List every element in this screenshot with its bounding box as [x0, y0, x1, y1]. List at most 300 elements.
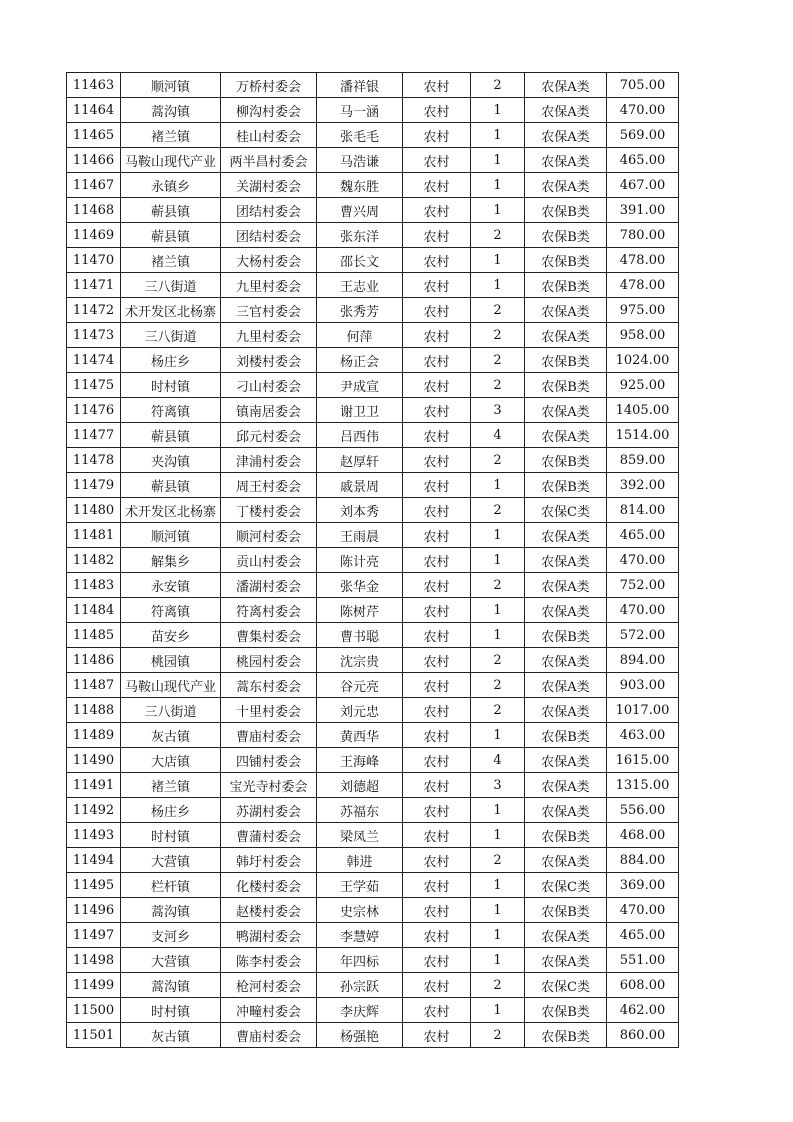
village-committee-cell: 韩圩村委会 [221, 848, 317, 873]
person-name-cell: 马一涵 [317, 98, 403, 123]
village-committee-cell: 宝光寺村委会 [221, 773, 317, 798]
table-body [67, 73, 679, 1048]
table-row [67, 373, 679, 398]
household-type-cell: 农村 [403, 748, 471, 773]
amount-cell: 1405.00 [607, 398, 679, 423]
household-type-cell: 农村 [403, 398, 471, 423]
insurance-category-cell: 农保B类 [525, 223, 607, 248]
record-id-cell: 11464 [67, 98, 121, 123]
table-row [67, 223, 679, 248]
member-count-cell: 1 [471, 473, 525, 498]
person-name-cell: 潘祥银 [317, 73, 403, 98]
town-cell: 三八街道 [121, 323, 221, 348]
insurance-category-cell: 农保B类 [525, 248, 607, 273]
household-type-cell: 农村 [403, 473, 471, 498]
person-name-cell: 苏福东 [317, 798, 403, 823]
town-cell: 蕲县镇 [121, 198, 221, 223]
village-committee-cell: 刘楼村委会 [221, 348, 317, 373]
amount-cell: 369.00 [607, 873, 679, 898]
village-committee-cell: 刁山村委会 [221, 373, 317, 398]
record-id-cell: 11501 [67, 1023, 121, 1048]
insurance-category-cell: 农保B类 [525, 623, 607, 648]
village-committee-cell: 赵楼村委会 [221, 898, 317, 923]
person-name-cell: 张毛毛 [317, 123, 403, 148]
town-cell: 马鞍山现代产业 [121, 673, 221, 698]
member-count-cell: 1 [471, 173, 525, 198]
person-name-cell: 马浩谦 [317, 148, 403, 173]
member-count-cell: 2 [471, 298, 525, 323]
amount-cell: 1615.00 [607, 748, 679, 773]
member-count-cell: 1 [471, 273, 525, 298]
records-table [66, 72, 679, 1048]
household-type-cell: 农村 [403, 223, 471, 248]
town-cell: 解集乡 [121, 548, 221, 573]
household-type-cell: 农村 [403, 548, 471, 573]
member-count-cell: 2 [471, 673, 525, 698]
table-row [67, 198, 679, 223]
table-row [67, 173, 679, 198]
amount-cell: 470.00 [607, 898, 679, 923]
household-type-cell: 农村 [403, 998, 471, 1023]
table-row [67, 573, 679, 598]
insurance-category-cell: 农保B类 [525, 898, 607, 923]
town-cell: 三八街道 [121, 698, 221, 723]
table-row [67, 873, 679, 898]
table-row [67, 898, 679, 923]
record-id-cell: 11500 [67, 998, 121, 1023]
village-committee-cell: 九里村委会 [221, 323, 317, 348]
amount-cell: 465.00 [607, 148, 679, 173]
town-cell: 蕲县镇 [121, 223, 221, 248]
household-type-cell: 农村 [403, 773, 471, 798]
insurance-category-cell: 农保A类 [525, 773, 607, 798]
household-type-cell: 农村 [403, 573, 471, 598]
member-count-cell: 2 [471, 848, 525, 873]
household-type-cell: 农村 [403, 448, 471, 473]
insurance-category-cell: 农保B类 [525, 198, 607, 223]
record-id-cell: 11499 [67, 973, 121, 998]
insurance-category-cell: 农保A类 [525, 298, 607, 323]
record-id-cell: 11477 [67, 423, 121, 448]
amount-cell: 1017.00 [607, 698, 679, 723]
amount-cell: 903.00 [607, 673, 679, 698]
town-cell: 符离镇 [121, 598, 221, 623]
member-count-cell: 2 [471, 648, 525, 673]
member-count-cell: 1 [471, 548, 525, 573]
household-type-cell: 农村 [403, 98, 471, 123]
town-cell: 顺河镇 [121, 73, 221, 98]
record-id-cell: 11495 [67, 873, 121, 898]
town-cell: 杨庄乡 [121, 348, 221, 373]
member-count-cell: 1 [471, 148, 525, 173]
household-type-cell: 农村 [403, 373, 471, 398]
village-committee-cell: 桂山村委会 [221, 123, 317, 148]
insurance-category-cell: 农保B类 [525, 273, 607, 298]
record-id-cell: 11483 [67, 573, 121, 598]
member-count-cell: 2 [471, 698, 525, 723]
person-name-cell: 曹书聪 [317, 623, 403, 648]
town-cell: 褚兰镇 [121, 773, 221, 798]
amount-cell: 925.00 [607, 373, 679, 398]
member-count-cell: 1 [471, 798, 525, 823]
member-count-cell: 1 [471, 98, 525, 123]
record-id-cell: 11470 [67, 248, 121, 273]
village-committee-cell: 津浦村委会 [221, 448, 317, 473]
member-count-cell: 2 [471, 73, 525, 98]
record-id-cell: 11473 [67, 323, 121, 348]
record-id-cell: 11496 [67, 898, 121, 923]
household-type-cell: 农村 [403, 698, 471, 723]
record-id-cell: 11474 [67, 348, 121, 373]
town-cell: 蒿沟镇 [121, 98, 221, 123]
insurance-category-cell: 农保B类 [525, 823, 607, 848]
town-cell: 杨庄乡 [121, 798, 221, 823]
household-type-cell: 农村 [403, 623, 471, 648]
amount-cell: 958.00 [607, 323, 679, 348]
table-row [67, 323, 679, 348]
household-type-cell: 农村 [403, 948, 471, 973]
insurance-category-cell: 农保A类 [525, 573, 607, 598]
table-row [67, 1023, 679, 1048]
member-count-cell: 4 [471, 423, 525, 448]
household-type-cell: 农村 [403, 498, 471, 523]
person-name-cell: 陈计亮 [317, 548, 403, 573]
insurance-category-cell: 农保B类 [525, 473, 607, 498]
table-row [67, 998, 679, 1023]
village-committee-cell: 邱元村委会 [221, 423, 317, 448]
person-name-cell: 王海峰 [317, 748, 403, 773]
amount-cell: 478.00 [607, 248, 679, 273]
village-committee-cell: 曹庙村委会 [221, 723, 317, 748]
insurance-category-cell: 农保A类 [525, 698, 607, 723]
insurance-category-cell: 农保A类 [525, 398, 607, 423]
village-committee-cell: 周王村委会 [221, 473, 317, 498]
village-committee-cell: 顺河村委会 [221, 523, 317, 548]
household-type-cell: 农村 [403, 123, 471, 148]
person-name-cell: 张东洋 [317, 223, 403, 248]
member-count-cell: 1 [471, 873, 525, 898]
household-type-cell: 农村 [403, 923, 471, 948]
person-name-cell: 黄西华 [317, 723, 403, 748]
table-row [67, 973, 679, 998]
member-count-cell: 2 [471, 973, 525, 998]
amount-cell: 470.00 [607, 598, 679, 623]
table-row [67, 673, 679, 698]
village-committee-cell: 桃园村委会 [221, 648, 317, 673]
record-id-cell: 11494 [67, 848, 121, 873]
person-name-cell: 陈树芹 [317, 598, 403, 623]
village-committee-cell: 四铺村委会 [221, 748, 317, 773]
town-cell: 马鞍山现代产业 [121, 148, 221, 173]
town-cell: 时村镇 [121, 998, 221, 1023]
town-cell: 顺河镇 [121, 523, 221, 548]
record-id-cell: 11488 [67, 698, 121, 723]
person-name-cell: 张秀芳 [317, 298, 403, 323]
town-cell: 术开发区北杨寨 [121, 298, 221, 323]
amount-cell: 860.00 [607, 1023, 679, 1048]
person-name-cell: 王学茹 [317, 873, 403, 898]
amount-cell: 463.00 [607, 723, 679, 748]
table-row [67, 423, 679, 448]
village-committee-cell: 大杨村委会 [221, 248, 317, 273]
member-count-cell: 1 [471, 923, 525, 948]
person-name-cell: 曹兴周 [317, 198, 403, 223]
insurance-category-cell: 农保A类 [525, 323, 607, 348]
amount-cell: 884.00 [607, 848, 679, 873]
amount-cell: 462.00 [607, 998, 679, 1023]
table-row [67, 248, 679, 273]
record-id-cell: 11469 [67, 223, 121, 248]
table-row [67, 748, 679, 773]
person-name-cell: 李慧婷 [317, 923, 403, 948]
household-type-cell: 农村 [403, 73, 471, 98]
person-name-cell: 戚景周 [317, 473, 403, 498]
person-name-cell: 谢卫卫 [317, 398, 403, 423]
table-row [67, 773, 679, 798]
table-row [67, 923, 679, 948]
table-row [67, 698, 679, 723]
village-committee-cell: 团结村委会 [221, 223, 317, 248]
town-cell: 三八街道 [121, 273, 221, 298]
table-row [67, 273, 679, 298]
household-type-cell: 农村 [403, 873, 471, 898]
town-cell: 灰古镇 [121, 723, 221, 748]
member-count-cell: 2 [471, 1023, 525, 1048]
town-cell: 永镇乡 [121, 173, 221, 198]
member-count-cell: 2 [471, 323, 525, 348]
town-cell: 符离镇 [121, 398, 221, 423]
member-count-cell: 2 [471, 373, 525, 398]
insurance-category-cell: 农保A类 [525, 548, 607, 573]
amount-cell: 705.00 [607, 73, 679, 98]
town-cell: 褚兰镇 [121, 123, 221, 148]
amount-cell: 392.00 [607, 473, 679, 498]
insurance-category-cell: 农保A类 [525, 123, 607, 148]
record-id-cell: 11465 [67, 123, 121, 148]
town-cell: 时村镇 [121, 373, 221, 398]
record-id-cell: 11463 [67, 73, 121, 98]
amount-cell: 894.00 [607, 648, 679, 673]
table-row [67, 98, 679, 123]
person-name-cell: 何萍 [317, 323, 403, 348]
household-type-cell: 农村 [403, 348, 471, 373]
table-row [67, 948, 679, 973]
person-name-cell: 李庆辉 [317, 998, 403, 1023]
insurance-category-cell: 农保A类 [525, 748, 607, 773]
insurance-category-cell: 农保A类 [525, 673, 607, 698]
record-id-cell: 11484 [67, 598, 121, 623]
table-row [67, 473, 679, 498]
town-cell: 蒿沟镇 [121, 898, 221, 923]
member-count-cell: 3 [471, 773, 525, 798]
amount-cell: 391.00 [607, 198, 679, 223]
village-committee-cell: 关湖村委会 [221, 173, 317, 198]
household-type-cell: 农村 [403, 298, 471, 323]
town-cell: 蕲县镇 [121, 473, 221, 498]
household-type-cell: 农村 [403, 598, 471, 623]
record-id-cell: 11467 [67, 173, 121, 198]
insurance-category-cell: 农保A类 [525, 598, 607, 623]
table-row [67, 348, 679, 373]
amount-cell: 752.00 [607, 573, 679, 598]
record-id-cell: 11466 [67, 148, 121, 173]
amount-cell: 465.00 [607, 523, 679, 548]
town-cell: 灰古镇 [121, 1023, 221, 1048]
person-name-cell: 年四标 [317, 948, 403, 973]
member-count-cell: 2 [471, 498, 525, 523]
record-id-cell: 11472 [67, 298, 121, 323]
person-name-cell: 史宗林 [317, 898, 403, 923]
person-name-cell: 张华金 [317, 573, 403, 598]
record-id-cell: 11487 [67, 673, 121, 698]
person-name-cell: 杨正会 [317, 348, 403, 373]
insurance-category-cell: 农保B类 [525, 448, 607, 473]
record-id-cell: 11498 [67, 948, 121, 973]
record-id-cell: 11485 [67, 623, 121, 648]
person-name-cell: 谷元亮 [317, 673, 403, 698]
person-name-cell: 刘德超 [317, 773, 403, 798]
table-row [67, 448, 679, 473]
record-id-cell: 11489 [67, 723, 121, 748]
village-committee-cell: 团结村委会 [221, 198, 317, 223]
household-type-cell: 农村 [403, 723, 471, 748]
amount-cell: 572.00 [607, 623, 679, 648]
town-cell: 褚兰镇 [121, 248, 221, 273]
amount-cell: 859.00 [607, 448, 679, 473]
village-committee-cell: 两半昌村委会 [221, 148, 317, 173]
record-id-cell: 11480 [67, 498, 121, 523]
insurance-category-cell: 农保A类 [525, 173, 607, 198]
amount-cell: 975.00 [607, 298, 679, 323]
record-id-cell: 11490 [67, 748, 121, 773]
village-committee-cell: 冲疃村委会 [221, 998, 317, 1023]
table-row [67, 823, 679, 848]
table-row [67, 798, 679, 823]
town-cell: 苗安乡 [121, 623, 221, 648]
person-name-cell: 孙宗跃 [317, 973, 403, 998]
village-committee-cell: 镇南居委会 [221, 398, 317, 423]
member-count-cell: 1 [471, 523, 525, 548]
person-name-cell: 刘元忠 [317, 698, 403, 723]
person-name-cell: 王雨晨 [317, 523, 403, 548]
record-id-cell: 11497 [67, 923, 121, 948]
household-type-cell: 农村 [403, 173, 471, 198]
household-type-cell: 农村 [403, 323, 471, 348]
amount-cell: 468.00 [607, 823, 679, 848]
town-cell: 桃园镇 [121, 648, 221, 673]
town-cell: 栏杆镇 [121, 873, 221, 898]
record-id-cell: 11482 [67, 548, 121, 573]
village-committee-cell: 三官村委会 [221, 298, 317, 323]
village-committee-cell: 丁楼村委会 [221, 498, 317, 523]
amount-cell: 556.00 [607, 798, 679, 823]
household-type-cell: 农村 [403, 848, 471, 873]
insurance-category-cell: 农保A类 [525, 423, 607, 448]
table-row [67, 648, 679, 673]
amount-cell: 551.00 [607, 948, 679, 973]
member-count-cell: 4 [471, 748, 525, 773]
person-name-cell: 魏东胜 [317, 173, 403, 198]
person-name-cell: 韩进 [317, 848, 403, 873]
village-committee-cell: 贡山村委会 [221, 548, 317, 573]
member-count-cell: 1 [471, 623, 525, 648]
member-count-cell: 1 [471, 248, 525, 273]
amount-cell: 467.00 [607, 173, 679, 198]
member-count-cell: 2 [471, 448, 525, 473]
insurance-category-cell: 农保A类 [525, 73, 607, 98]
member-count-cell: 1 [471, 123, 525, 148]
village-committee-cell: 潘湖村委会 [221, 573, 317, 598]
village-committee-cell: 化楼村委会 [221, 873, 317, 898]
table-row [67, 298, 679, 323]
table-row [67, 398, 679, 423]
amount-cell: 465.00 [607, 923, 679, 948]
town-cell: 大店镇 [121, 748, 221, 773]
household-type-cell: 农村 [403, 1023, 471, 1048]
insurance-category-cell: 农保C类 [525, 498, 607, 523]
amount-cell: 470.00 [607, 98, 679, 123]
person-name-cell: 邵长文 [317, 248, 403, 273]
household-type-cell: 农村 [403, 198, 471, 223]
amount-cell: 1315.00 [607, 773, 679, 798]
household-type-cell: 农村 [403, 273, 471, 298]
insurance-category-cell: 农保B类 [525, 998, 607, 1023]
member-count-cell: 1 [471, 948, 525, 973]
table-row [67, 548, 679, 573]
town-cell: 时村镇 [121, 823, 221, 848]
amount-cell: 478.00 [607, 273, 679, 298]
household-type-cell: 农村 [403, 673, 471, 698]
table-row [67, 623, 679, 648]
amount-cell: 608.00 [607, 973, 679, 998]
insurance-category-cell: 农保A类 [525, 98, 607, 123]
person-name-cell: 赵厚轩 [317, 448, 403, 473]
amount-cell: 1024.00 [607, 348, 679, 373]
person-name-cell: 梁凤兰 [317, 823, 403, 848]
village-committee-cell: 九里村委会 [221, 273, 317, 298]
table-row [67, 723, 679, 748]
amount-cell: 780.00 [607, 223, 679, 248]
table-row [67, 498, 679, 523]
household-type-cell: 农村 [403, 423, 471, 448]
record-id-cell: 11478 [67, 448, 121, 473]
village-committee-cell: 柳沟村委会 [221, 98, 317, 123]
person-name-cell: 尹成宣 [317, 373, 403, 398]
household-type-cell: 农村 [403, 523, 471, 548]
insurance-category-cell: 农保B类 [525, 348, 607, 373]
village-committee-cell: 陈李村委会 [221, 948, 317, 973]
town-cell: 永安镇 [121, 573, 221, 598]
person-name-cell: 沈宗贵 [317, 648, 403, 673]
village-committee-cell: 曹蒲村委会 [221, 823, 317, 848]
member-count-cell: 1 [471, 723, 525, 748]
village-committee-cell: 苏湖村委会 [221, 798, 317, 823]
member-count-cell: 2 [471, 573, 525, 598]
village-committee-cell: 符离村委会 [221, 598, 317, 623]
record-id-cell: 11493 [67, 823, 121, 848]
amount-cell: 569.00 [607, 123, 679, 148]
village-committee-cell: 蒿东村委会 [221, 673, 317, 698]
record-id-cell: 11481 [67, 523, 121, 548]
member-count-cell: 2 [471, 223, 525, 248]
person-name-cell: 王志业 [317, 273, 403, 298]
village-committee-cell: 曹集村委会 [221, 623, 317, 648]
insurance-category-cell: 农保A类 [525, 148, 607, 173]
household-type-cell: 农村 [403, 248, 471, 273]
member-count-cell: 1 [471, 898, 525, 923]
member-count-cell: 3 [471, 398, 525, 423]
record-id-cell: 11471 [67, 273, 121, 298]
